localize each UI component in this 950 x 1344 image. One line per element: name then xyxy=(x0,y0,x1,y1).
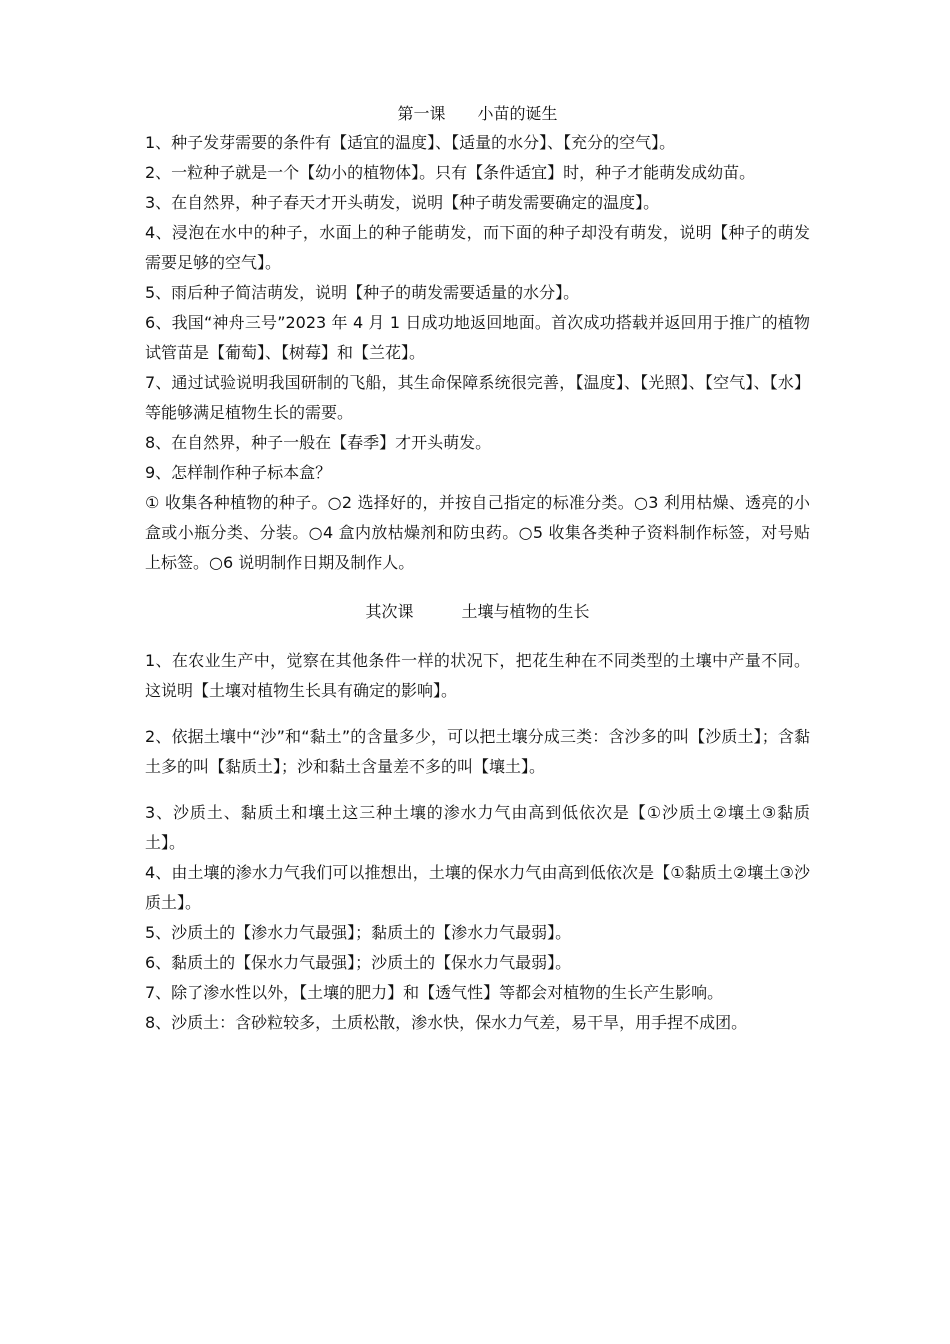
lesson1-item-7: 7、通过试验说明我国研制的飞船，其生命保障系统很完善，【温度】、【光照】、【空气】、【水】等能够满足植物生长的需要。 xyxy=(145,373,810,422)
lesson2-item-8: 8、沙质土：含砂粒较多，土质松散，渗水快，保水力气差，易干旱，用手捏不成团。 xyxy=(145,1013,748,1032)
lesson2-item-2: 2、依据土壤中“沙”和“黏土”的含量多少，可以把土壤分成三类：含沙多的叫【沙质土】；含黏土多的叫【黏质土】；沙和黏土含量差不多的叫【壤土】。 xyxy=(145,727,810,776)
lesson2-item-6: 6、黏质土的【保水力气最强】；沙质土的【保水力气最弱】。 xyxy=(145,953,572,972)
lesson2-title: 其次课 土壤与植物的生长 xyxy=(365,602,590,621)
lesson1-item-5: 5、雨后种子简洁萌发，说明【种子的萌发需要适量的水分】。 xyxy=(145,283,580,302)
lesson1-item-4: 4、浸泡在水中的种子，水面上的种子能萌发，而下面的种子却没有萌发，说明【种子的萌发需要足够的空气】。 xyxy=(145,223,810,272)
lesson2-item-7: 7、除了渗水性以外，【土壤的肥力】和【透气性】等都会对植物的生长产生影响。 xyxy=(145,983,724,1002)
lesson1-item-1: 1、种子发芽需要的条件有【适宜的温度】、【适量的水分】、【充分的空气】。 xyxy=(145,133,676,152)
lesson1-item-8: 8、在自然界，种子一般在【春季】才开头萌发。 xyxy=(145,433,492,452)
lesson2-item-4: 4、由土壤的渗水力气我们可以推想出，土壤的保水力气由高到低依次是【①黏质土②壤土③沙质土】。 xyxy=(145,863,810,912)
document-content xyxy=(145,100,810,1038)
lesson1-item-3: 3、在自然界，种子春天才开头萌发，说明【种子萌发需要确定的温度】。 xyxy=(145,193,660,212)
lesson2-item-3: 3、沙质土、黏质土和壤土这三种土壤的渗水力气由高到低依次是【①沙质土②壤土③黏质土】。 xyxy=(145,803,810,852)
lesson1-item-9-steps: ① 收集各种植物的种子。○2 选择好的，并按自己指定的标准分类。○3 利用枯燥、透亮的小盒或小瓶分类、分装。○4 盒内放枯燥剂和防虫药。○5 收集各类种子资料制作标签，对号贴上标签。○6 说明制作日期及制作人。 xyxy=(145,493,810,572)
lesson2-item-5: 5、沙质土的【渗水力气最强】；黏质土的【渗水力气最弱】。 xyxy=(145,923,572,942)
lesson1-title: 第一课 小苗的诞生 xyxy=(397,104,558,123)
lesson1-item-2: 2、一粒种子就是一个【幼小的植物体】。只有【条件适宜】时，种子才能萌发成幼苗。 xyxy=(145,163,756,182)
lesson2-item-1: 1、在农业生产中，觉察在其他条件一样的状况下，把花生种在不同类型的土壤中产量不同。这说明【土壤对植物生长具有确定的影响】。 xyxy=(145,651,810,700)
lesson1-item-9: 9、怎样制作种子标本盒？ xyxy=(145,463,332,482)
lesson1-item-6: 6、我国“神舟三号”2023 年 4 月 1 日成功地返回地面。首次成功搭载并返回用于推广的植物试管苗是【葡萄】、【树莓】和【兰花】。 xyxy=(145,313,810,362)
